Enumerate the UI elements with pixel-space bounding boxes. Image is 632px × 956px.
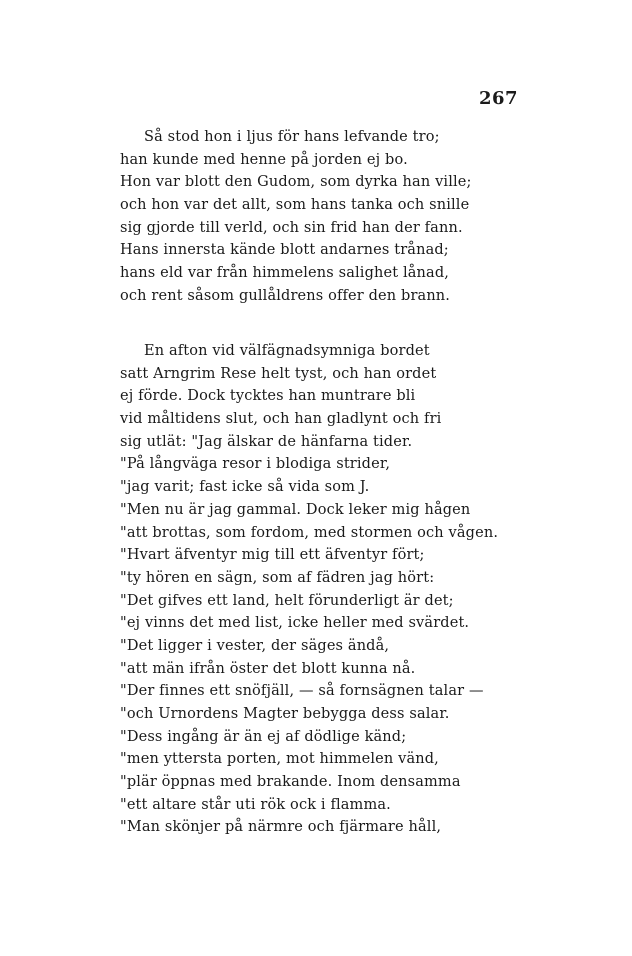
verse-line: "plär öppnas med brakande. Inom densamma [120,774,461,791]
verse-line: "men yttersta porten, mot himmelen vänd, [120,751,439,768]
verse-line: "Men nu är jag gammal. Dock leker mig hågen [120,501,471,518]
verse-line: han kunde med henne på jorden ej bo. [120,151,408,168]
verse-line: "Dess ingång är än ej af dödlige känd; [120,728,407,745]
verse-line: Hon var blott den Gudom, som dyrka han ville; [120,174,472,191]
verse-line: sig gjorde till verld, och sin frid han der fann. [120,219,463,236]
verse-line: "Det ligger i vester, der säges ändå, [120,637,390,654]
verse-line: "ej vinns det med list, icke heller med svärdet. [120,615,470,632]
verse-line: Så stod hon i ljus för hans lefvande tro; [144,129,440,145]
verse-line: Hans innersta kände blott andarnes trånad; [120,242,449,259]
verse-line: "ty hören en sägn, som af fädren jag hört: [120,569,435,586]
stanza-1 [120,126,520,308]
verse-line: "och Urnordens Magter bebygga dess salar. [120,706,450,722]
verse-line: och hon var det allt, som hans tanka och snille [120,197,470,214]
verse-line: "att män ifrån öster det blott kunna nå. [120,660,416,677]
verse-line: "jag varit; fast icke så vida som J. [120,479,370,496]
verse-line: "Hvart äfventyr mig till ett äfventyr fört; [120,547,425,564]
verse-line: vid måltidens slut, och han gladlynt och fri [120,411,442,428]
verse-line: "Det gifves ett land, helt förunderligt är det; [120,592,454,609]
verse-line: satt Arngrim Rese helt tyst, och han ordet [120,365,437,382]
verse-line: ej förde. Dock tycktes han muntrare bli [120,388,416,405]
verse-line: sig utlät: "Jag älskar de hänfarna tider. [120,433,413,450]
verse-line: och rent såsom gullåldrens offer den brann. [120,287,451,304]
verse-line: En afton vid välfägnadsymniga bordet [144,343,430,359]
verse-line: "Der finnes ett snöfjäll, — så fornsägnen talar — [120,683,484,700]
verse-line: "Man skönjer på närmre och fjärmare håll, [120,819,442,836]
verse-line: "På långväga resor i blodiga strider, [120,456,391,473]
verse-line: "att brottas, som fordom, med stormen och vågen. [120,524,499,541]
stanza-2 [120,340,520,839]
page-number: 267 [479,88,519,109]
verse-line: "ett altare står uti rök ock i flamma. [120,796,391,813]
verse-line: hans eld var från himmelens salighet lånad, [120,265,450,282]
